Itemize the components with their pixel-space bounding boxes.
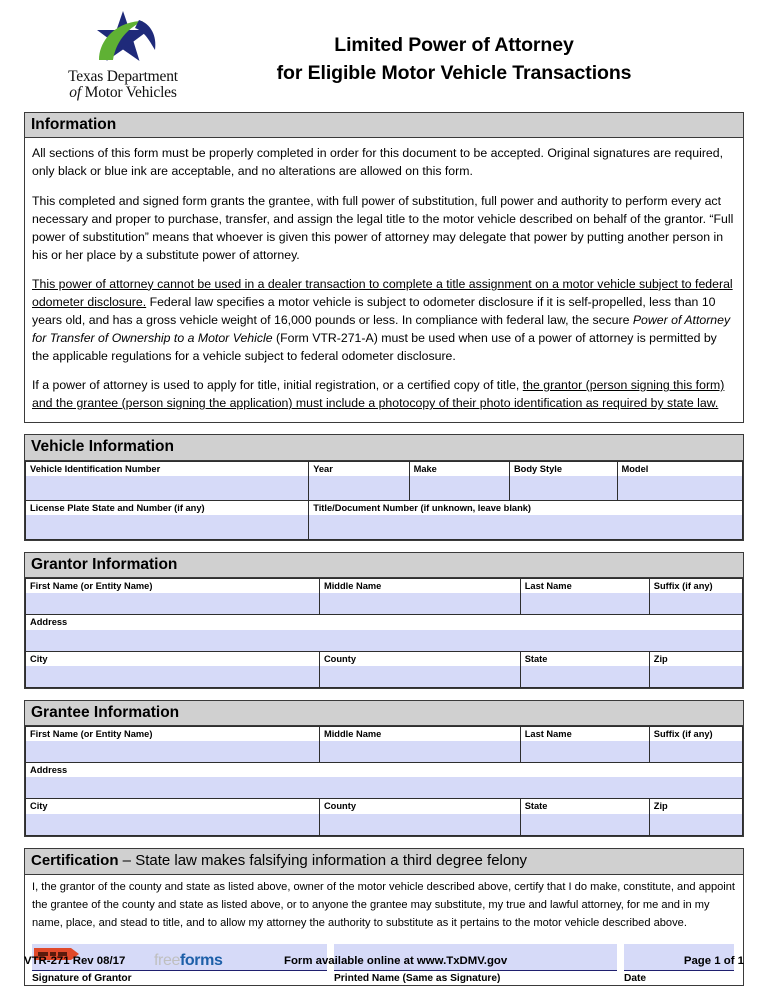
grantee-field-county[interactable] [319, 799, 520, 835]
page-footer [24, 952, 744, 970]
freeforms-watermark-logo [154, 952, 284, 970]
field-input[interactable] [650, 814, 742, 835]
field-label: City [26, 799, 319, 813]
grantee-information-table [25, 726, 743, 835]
form-vtr271a-italic-title: Power of Attorney for Transfer of Ownership to a Motor Vehicle [32, 312, 731, 345]
field-label: State [521, 652, 649, 666]
brand-free: free [154, 952, 180, 969]
field-label: Model [618, 462, 743, 476]
field-title-document-number[interactable] [309, 500, 743, 539]
field-model[interactable] [617, 461, 743, 500]
grantee-field-suffix[interactable] [649, 727, 742, 763]
field-input[interactable] [26, 741, 319, 762]
form-availability-text: Form available online at www.TxDMV.gov [284, 955, 508, 967]
field-input[interactable] [650, 593, 742, 614]
certification-statement: I, the grantor of the county and state as listed above, owner of the motor vehicle described above, certify that I do make, constitute, and appoint the grantee of the county and state as listed above, or to anyone the grantee may substitute, my true and lawful attorney, for me and in my name, place, and stead to title, and to allow my attorney the authority to substitute as it pertains to the motor vehicle described above. [32, 881, 736, 930]
grantor-field-suffix[interactable] [649, 579, 742, 615]
field-label: First Name (or Entity Name) [26, 727, 319, 741]
certification-heading-rest: – State law makes falsifying information a third degree felony [118, 851, 528, 869]
vehicle-information-table [25, 461, 743, 540]
field-input[interactable] [650, 666, 742, 687]
table-row [26, 500, 743, 539]
information-paragraph-1: All sections of this form must be properly completed in order for this document to be accepted. Original signatures are required, only black or blue ink are acceptable, and no alterations are allowed on this form. [32, 146, 724, 179]
table-row [26, 615, 743, 651]
field-body-style[interactable] [509, 461, 617, 500]
field-label: Year [309, 462, 408, 476]
certification-heading-bold: Certification [31, 851, 119, 869]
field-label: Address [26, 763, 742, 777]
field-input[interactable] [320, 741, 520, 762]
grantor-field-last-name[interactable] [520, 579, 649, 615]
certification-heading [25, 849, 743, 876]
field-input[interactable] [320, 814, 520, 835]
table-row [26, 799, 743, 835]
information-heading: Information [25, 113, 743, 138]
information-paragraph-2: This completed and signed form grants the grantee, with full power of substitution, full power and authority to perform every act necessary and proper to purchase, transfer, and assign the legal title to the motor vehicle described on behalf of the grantor. “Full power of substitution” means that whoever is given this power of attorney may delegate that power by putting another person in his or her place by a substitute power of attorney. [32, 193, 734, 262]
table-row [26, 727, 743, 763]
field-label: Address [26, 615, 742, 629]
field-label: Last Name [521, 727, 649, 741]
date-caption: Date [624, 973, 647, 985]
grantee-field-zip[interactable] [649, 799, 742, 835]
grantor-information-table [25, 578, 743, 687]
field-input[interactable] [26, 630, 742, 651]
page-number: Page 1 of 1 [683, 955, 744, 967]
field-input[interactable] [26, 814, 319, 835]
grantee-field-middle-name[interactable] [319, 727, 520, 763]
table-row [26, 763, 743, 799]
field-year[interactable] [309, 461, 409, 500]
odometer-text-a: Federal law specifies a motor vehicle is subject to odometer disclosure if it is self-propelled, less than 10 years old, and has a gross vehicle weight of 16,000 pounds or less. In compliance with federal law, the secure [32, 294, 716, 327]
field-label: Body Style [510, 462, 617, 476]
grantor-field-middle-name[interactable] [319, 579, 520, 615]
page-title [194, 10, 744, 87]
grantee-field-state[interactable] [520, 799, 649, 835]
field-input[interactable] [26, 777, 742, 798]
texas-star-logo-icon [77, 10, 169, 68]
field-make[interactable] [409, 461, 509, 500]
field-label: County [320, 652, 520, 666]
vehicle-information-section [24, 434, 744, 541]
table-row [26, 651, 743, 687]
grantee-information-section [24, 700, 744, 837]
field-input[interactable] [320, 593, 520, 614]
field-label: Make [410, 462, 509, 476]
grantee-field-first-name[interactable] [26, 727, 320, 763]
printed-name-caption: Printed Name (Same as Signature) [334, 973, 501, 985]
logo-motor-vehicles: Motor Vehicles [80, 84, 177, 102]
information-paragraph-3 [32, 275, 736, 365]
field-input[interactable] [410, 476, 509, 500]
field-label: Zip [650, 799, 742, 813]
field-label: Middle Name [320, 579, 520, 593]
grantee-information-heading: Grantee Information [25, 701, 743, 726]
logo-of: of [69, 84, 81, 102]
certification-body [25, 875, 743, 937]
field-label: Middle Name [320, 727, 520, 741]
field-input[interactable] [26, 515, 308, 539]
grantor-field-city[interactable] [26, 651, 320, 687]
table-row [26, 461, 743, 500]
field-input[interactable] [309, 476, 408, 500]
field-input[interactable] [309, 515, 742, 539]
field-input[interactable] [26, 593, 319, 614]
signature-of-grantor-caption: Signature of Grantor [32, 973, 132, 985]
field-input[interactable] [521, 666, 649, 687]
field-input[interactable] [521, 814, 649, 835]
field-vin[interactable] [26, 461, 309, 500]
odometer-warning-underlined: This power of attorney cannot be used in a dealer transaction to complete a title assignment on a motor vehicle subject to federal odometer disclosure. [32, 276, 733, 309]
brand-forms: forms [179, 952, 223, 969]
form-code: VTR-271 Rev 08/17 [24, 955, 126, 967]
field-label: Last Name [521, 579, 649, 593]
logo-line-1: Texas Department [68, 68, 178, 85]
page-header [24, 0, 744, 112]
grantor-information-section [24, 552, 744, 689]
field-input[interactable] [618, 476, 743, 500]
field-label: Vehicle Identification Number [26, 462, 308, 476]
title-line-2: for Eligible Motor Vehicle Transactions [276, 61, 632, 84]
field-label: License Plate State and Number (if any) [26, 501, 308, 515]
information-body [25, 138, 743, 422]
logo-wordmark [68, 69, 178, 102]
information-section [24, 112, 744, 423]
title-line-1: Limited Power of Attorney [334, 34, 574, 56]
txdmv-logo [24, 10, 194, 102]
field-input[interactable] [650, 741, 742, 762]
photo-id-text-underlined: the grantor (person signing this form) and the grantee (person signing the application) must include a photocopy of their photo identification as required by state law. [32, 378, 725, 411]
grantee-field-city[interactable] [26, 799, 320, 835]
grantor-field-state[interactable] [520, 651, 649, 687]
grantor-information-heading: Grantor Information [25, 553, 743, 578]
odometer-text-b: (Form VTR-271-A) must be used when use of a power of attorney is permitted by the applicable regulations for a vehicle subject to federal odometer disclosure. [32, 330, 717, 363]
logo-line-2 [68, 85, 178, 101]
field-input[interactable] [510, 476, 617, 500]
field-input[interactable] [26, 476, 308, 500]
vehicle-information-heading: Vehicle Information [25, 435, 743, 460]
field-input[interactable] [521, 741, 649, 762]
field-label: Zip [650, 652, 742, 666]
photo-id-text-plain: If a power of attorney is used to apply for title, initial registration, or a certified copy of title, [32, 378, 523, 393]
table-row [26, 579, 743, 615]
grantor-field-zip[interactable] [649, 651, 742, 687]
field-input[interactable] [521, 593, 649, 614]
grantee-field-last-name[interactable] [520, 727, 649, 763]
grantor-field-first-name[interactable] [26, 579, 320, 615]
field-label: City [26, 652, 319, 666]
field-label: Title/Document Number (if unknown, leave blank) [309, 501, 742, 515]
grantor-field-address[interactable] [26, 615, 743, 651]
grantee-field-address[interactable] [26, 763, 743, 799]
grantor-field-county[interactable] [319, 651, 520, 687]
field-license-plate[interactable] [26, 500, 309, 539]
field-label: Suffix (if any) [650, 579, 742, 593]
field-input[interactable] [26, 666, 319, 687]
information-paragraph-4 [32, 376, 736, 412]
field-label: First Name (or Entity Name) [26, 579, 319, 593]
field-input[interactable] [320, 666, 520, 687]
field-label: Suffix (if any) [650, 727, 742, 741]
field-label: State [521, 799, 649, 813]
field-label: County [320, 799, 520, 813]
